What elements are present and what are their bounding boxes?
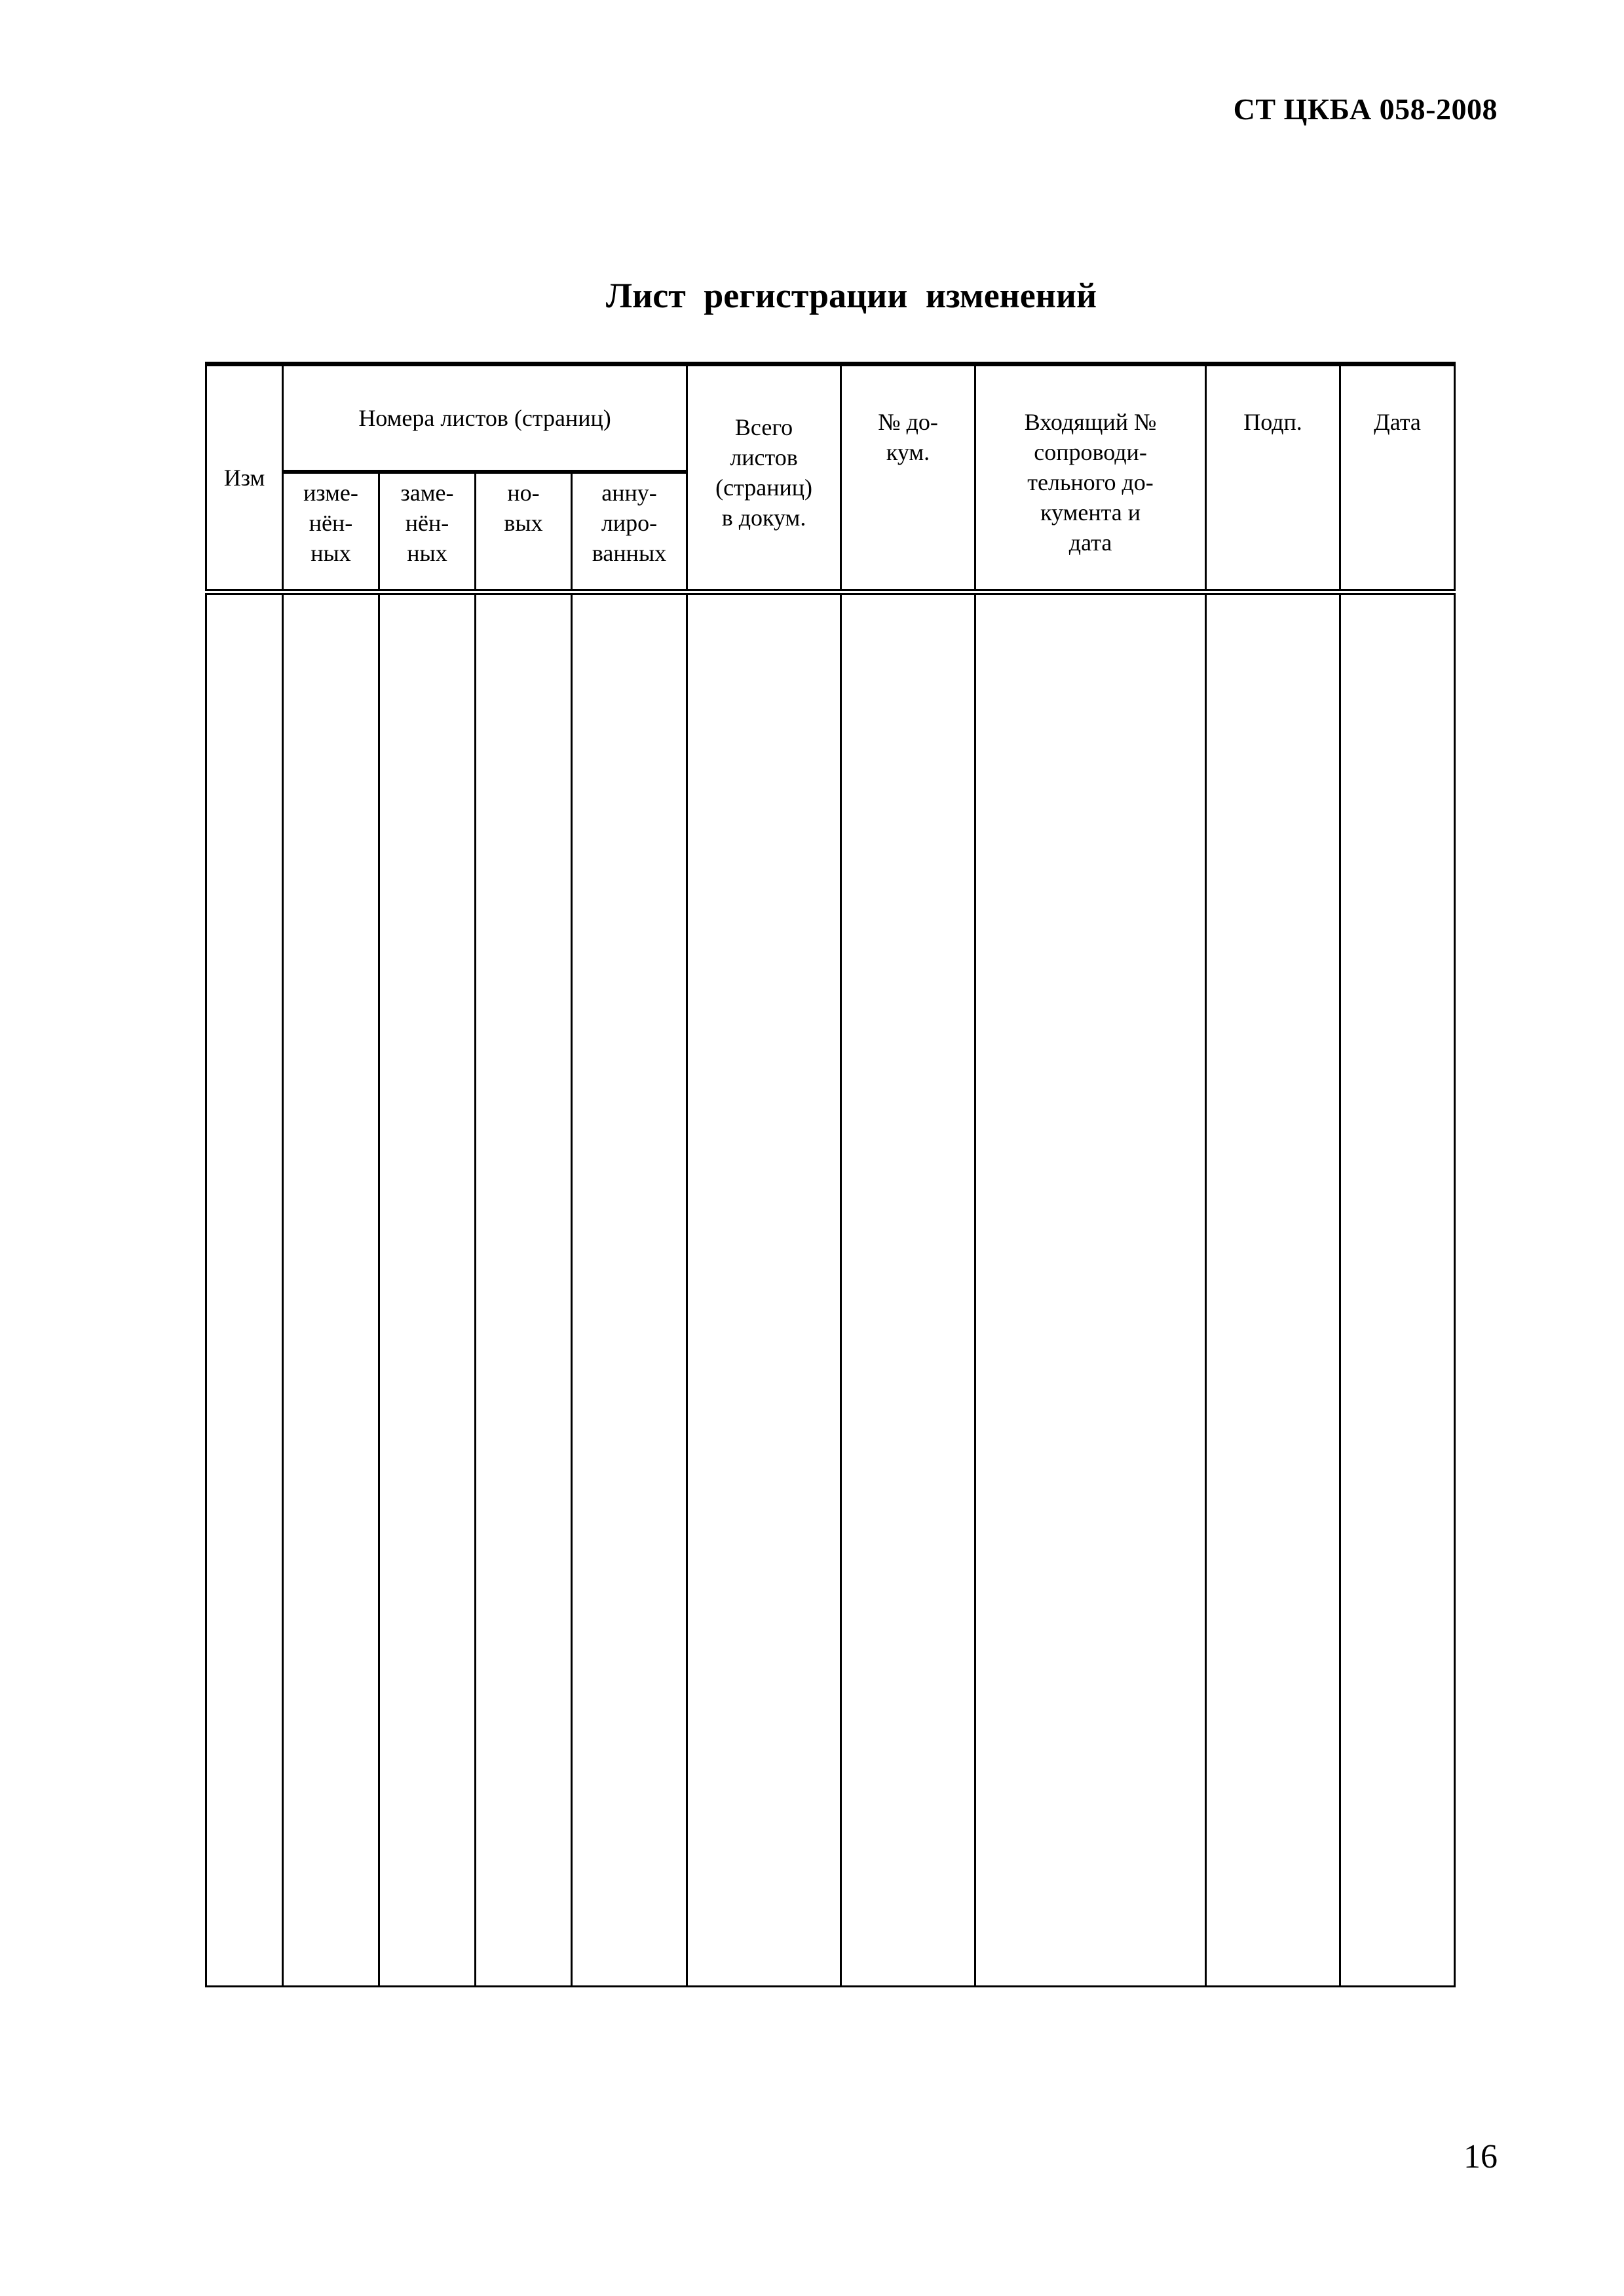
table-cell <box>687 592 841 1987</box>
document-code: СТ ЦКБА 058-2008 <box>1233 92 1498 126</box>
table-cell <box>975 592 1206 1987</box>
subcol-header-annulled: анну- лиро- ванных <box>572 472 687 592</box>
table-cell <box>572 592 687 1987</box>
subcol-header-replaced: заме- нён- ных <box>379 472 476 592</box>
table-cell <box>841 592 975 1987</box>
header-row-1 <box>206 364 1455 472</box>
change-registration-table <box>205 362 1456 1987</box>
table-cell <box>1340 592 1455 1987</box>
table-body-row <box>206 592 1455 1987</box>
table-cell <box>379 592 476 1987</box>
col-header-izm: Изм <box>206 364 283 592</box>
table-cell <box>1206 592 1340 1987</box>
table-cell <box>476 592 572 1987</box>
page-number: 16 <box>1463 2138 1498 2175</box>
subcol-header-changed: изме- нён- ных <box>283 472 379 592</box>
col-header-total-sheets: Всего листов (страниц) в докум. <box>687 364 841 592</box>
col-header-date: Дата <box>1340 364 1455 592</box>
subcol-header-new: но- вых <box>476 472 572 592</box>
table-cell <box>206 592 283 1987</box>
col-header-incoming-doc: Входящий № сопроводи- тельного до- кумента и дата <box>975 364 1206 592</box>
table-cell <box>283 592 379 1987</box>
col-header-sheet-numbers: Номера листов (страниц) <box>283 364 687 472</box>
col-header-signature: Подп. <box>1206 364 1340 592</box>
col-header-doc-number: № до- кум. <box>841 364 975 592</box>
page-title: Лист регистрации изменений <box>605 276 1097 315</box>
